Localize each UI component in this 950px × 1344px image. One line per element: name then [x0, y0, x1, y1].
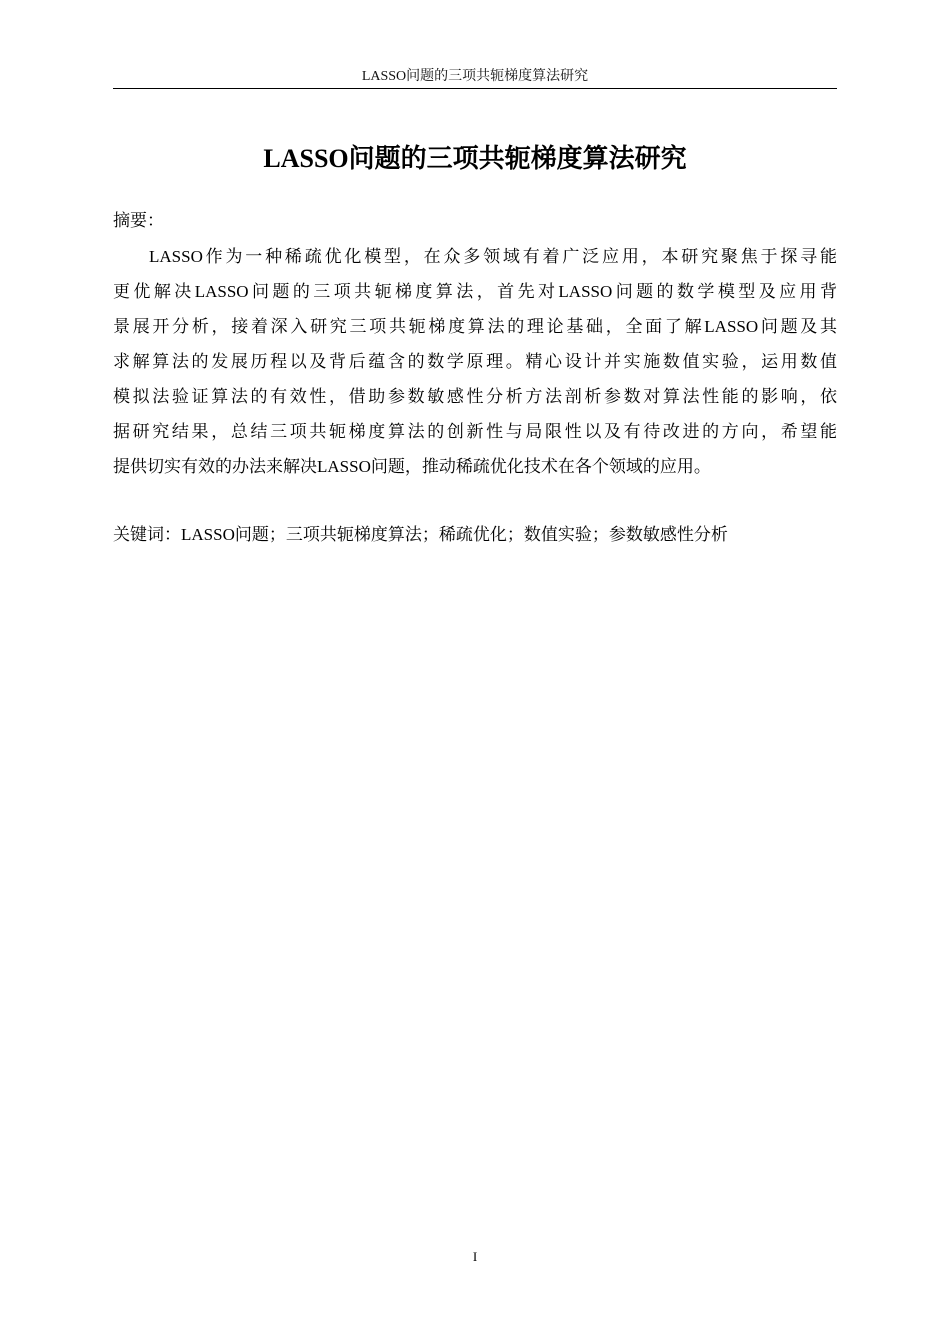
keywords-label: 关键词： [113, 525, 181, 545]
header-rule [113, 88, 837, 89]
abstract-line: 求解算法的发展历程以及背后蕴含的数学原理。精心设计并实施数值实验，运用数值 [113, 352, 837, 371]
running-header: LASSO问题的三项共轭梯度算法研究 [361, 69, 589, 84]
page-number: I [472, 1249, 478, 1264]
abstract-line: 据研究结果，总结三项共轭梯度算法的创新性与局限性以及有待改进的方向，希望能 [113, 422, 837, 441]
keywords-text: LASSO问题；三项共轭梯度算法；稀疏优化；数值实验；参数敏感性分析 [181, 525, 728, 544]
keywords-line [113, 523, 837, 547]
abstract-line: LASSO作为一种稀疏优化模型，在众多领域有着广泛应用，本研究聚焦于探寻能 [149, 247, 837, 266]
abstract-line: 景展开分析，接着深入研究三项共轭梯度算法的理论基础，全面了解LASSO问题及其 [113, 317, 837, 336]
document-title: LASSO问题的三项共轭梯度算法研究 [263, 144, 687, 173]
abstract-line: 模拟法验证算法的有效性，借助参数敏感性分析方法剖析参数对算法性能的影响，依 [113, 387, 837, 406]
abstract-line: 提供切实有效的办法来解决LASSO问题，推动稀疏优化技术在各个领域的应用。 [113, 457, 711, 476]
abstract-body [113, 239, 837, 484]
abstract-label: 摘要： [113, 211, 164, 231]
abstract-line: 更优解决LASSO问题的三项共轭梯度算法，首先对LASSO问题的数学模型及应用背 [113, 282, 837, 301]
